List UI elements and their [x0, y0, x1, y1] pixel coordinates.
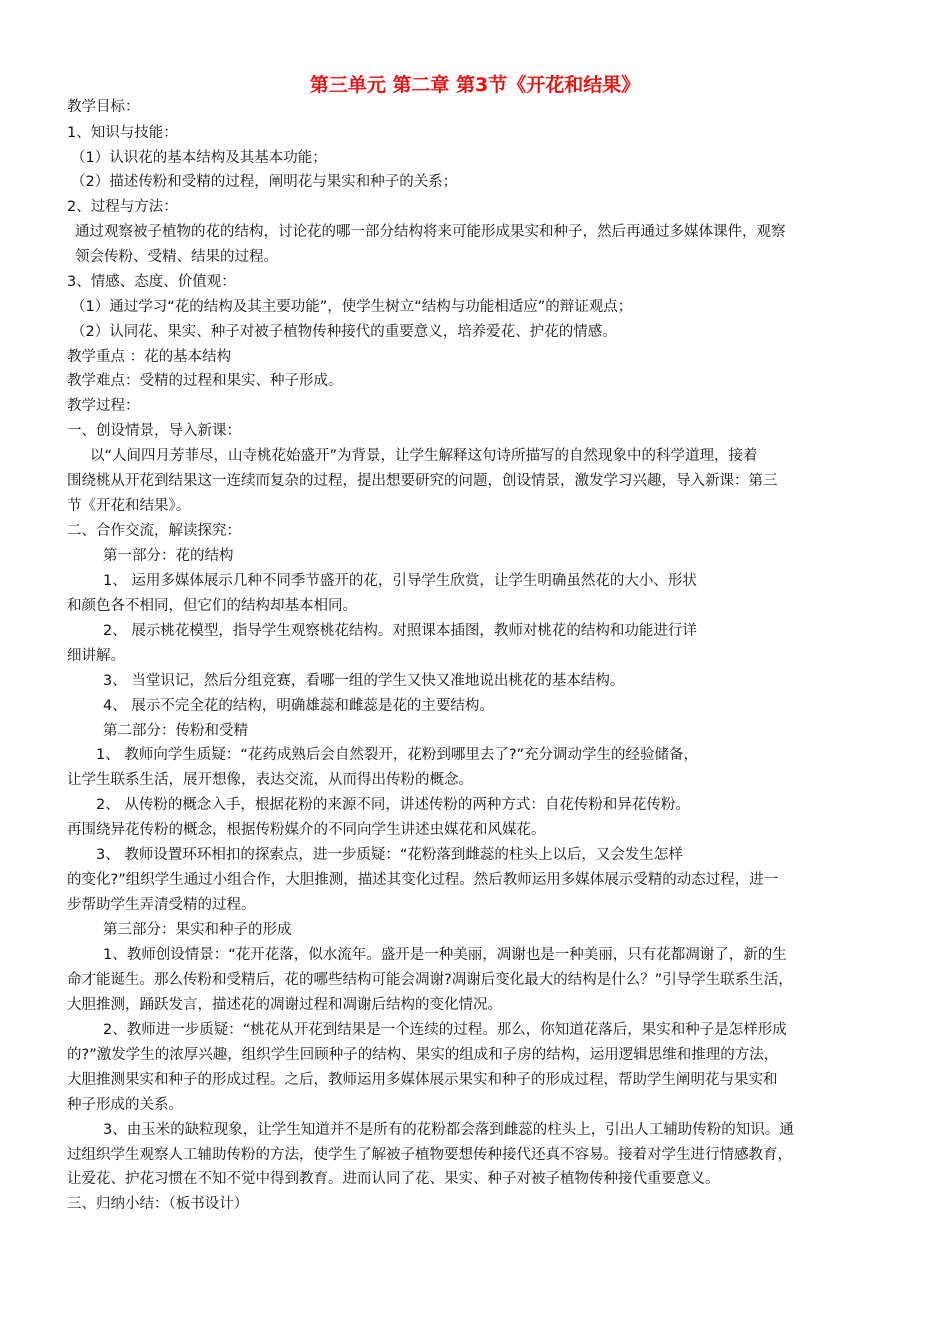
text-line: 让学生联系生活，展开想像，表达交流，从而得出传粉的概念。 [67, 772, 473, 788]
text-line: 2、 展示桃花模型，指导学生观察桃花结构。对照课本插图，教师对桃花的结构和功能进行详 [103, 623, 697, 639]
text-line: 2、 从传粉的概念入手，根据花粉的来源不同，讲述传粉的两种方式：自花传粉和异花传粉。 [96, 797, 690, 813]
text-line: 1、教师创设情景：“花开花落，似水流年。盛开是一种美丽，凋谢也是一种美丽，只有花都凋谢了，新的生 [103, 947, 787, 963]
text-line: 再围绕异花传粉的概念，根据传粉媒介的不同向学生讲述虫媒花和风媒花。 [67, 822, 546, 838]
text-line: 过组织学生观察人工辅助传粉的方法，使学生了解被子植物要想传种接代还真不容易。接着对学生进行情感教育， [67, 1147, 792, 1163]
document-title: 第三单元 第二章 第3节《开花和结果》 [309, 74, 641, 96]
text-line: 1、 教师向学生质疑：“花药成熟后会自然裂开，花粉到哪里去了?”充分调动学生的经验储备， [96, 747, 699, 763]
heading-difficulties: 教学难点：受精的过程和果实、种子形成。 [67, 373, 343, 389]
text-line: 大胆推测，踊跃发言，描述花的凋谢过程和凋谢后结构的变化情况。 [67, 997, 502, 1013]
text-line: 大胆推测果实和种子的形成过程。之后，教师运用多媒体展示果实和种子的形成过程，帮助学生阐明花与果实和 [67, 1072, 778, 1088]
text-line: 3、 当堂识记，然后分组竞赛，看哪一组的学生又快又准地说出桃花的基本结构。 [103, 673, 625, 689]
text-line: 通过观察被子植物的花的结构，讨论花的哪一部分结构将来可能形成果实和种子，然后再通过多媒体课件，观察 [75, 224, 786, 240]
text-line: （2）描述传粉和受精的过程，阐明花与果实和种子的关系； [71, 174, 458, 190]
text-line: 以“人间四月芳菲尽，山寺桃花始盛开”为背景，让学生解释这句诗所描写的自然现象中的科学道理，接着 [90, 448, 758, 464]
text-line: 围绕桃从开花到结果这一连续而复杂的过程，提出想要研究的问题，创设情景，激发学习兴趣，导入新课：第三 [67, 473, 778, 489]
heading-emotions-values: 3、情感、态度、价值观： [67, 274, 236, 290]
text-line: 领会传粉、受精、结果的过程。 [75, 249, 278, 265]
text-line: 3、由玉米的缺粒现象，让学生知道并不是所有的花粉都会落到雌蕊的柱头上，引出人工辅助传粉的知识。通 [103, 1122, 794, 1138]
text-line: 和颜色各不相同，但它们的结构却基本相同。 [67, 598, 357, 614]
text-line: 种子形成的关系。 [67, 1097, 183, 1113]
section-heading-3: 三、归纳小结：（板书设计） [67, 1196, 249, 1212]
heading-process-methods: 2、过程与方法： [67, 199, 178, 215]
subsection-heading: 第一部分：花的结构 [103, 548, 234, 564]
text-line: 2、教师进一步质疑：“桃花从开花到结果是一个连续的过程。那么，你知道花落后，果实和种子是怎样形成 [103, 1022, 787, 1038]
heading-teaching-objectives: 教学目标： [67, 99, 140, 115]
text-line: 节《开花和结果》。 [67, 498, 191, 514]
heading-teaching-process: 教学过程： [67, 398, 140, 414]
subsection-heading: 第二部分：传粉和受精 [103, 723, 248, 739]
text-line: 4、 展示不完全花的结构，明确雄蕊和雌蕊是花的主要结构。 [103, 698, 494, 714]
heading-knowledge-skills: 1、知识与技能： [67, 125, 178, 141]
subsection-heading: 第三部分：果实和种子的形成 [103, 922, 292, 938]
text-line: 命才能诞生。那么传粉和受精后，花的哪些结构可能会凋谢?凋谢后变化最大的结构是什么？”引导学生联系生活， [67, 972, 793, 988]
text-line: 步帮助学生弄清受精的过程。 [67, 897, 256, 913]
text-line: （1）通过学习“花的结构及其主要功能”，使学生树立“结构与功能相适应”的辩证观点； [71, 299, 633, 315]
text-line: 让爱花、护花习惯在不知不觉中得到教育。进而认同了花、果实、种子对被子植物传种接代重要意义。 [67, 1171, 720, 1187]
section-heading-2: 二、合作交流，解读探究： [67, 523, 241, 539]
text-line: 3、 教师设置环环相扣的探索点，进一步质疑：“花粉落到雌蕊的柱头上以后，又会发生怎样 [96, 847, 683, 863]
heading-key-points: 教学重点 ：花的基本结构 [67, 349, 232, 365]
text-line: （1）认识花的基本结构及其基本功能； [71, 150, 327, 166]
section-heading-1: 一、创设情景，导入新课： [67, 423, 241, 439]
text-line: 的?”激发学生的浓厚兴趣，组织学生回顾种子的结构、果实的组成和子房的结构，运用逻辑思维和推理的方法， [67, 1047, 779, 1063]
text-line: （2）认同花、果实、种子对被子植物传种接代的重要意义，培养爱花、护花的情感。 [71, 324, 617, 340]
text-line: 细讲解。 [67, 648, 125, 664]
text-line: 的变化?”组织学生通过小组合作，大胆推测，描述其变化过程。然后教师运用多媒体展示受精的动态过程，进一 [67, 872, 779, 888]
text-line: 1、 运用多媒体展示几种不同季节盛开的花，引导学生欣赏，让学生明确虽然花的大小、形状 [103, 573, 697, 589]
